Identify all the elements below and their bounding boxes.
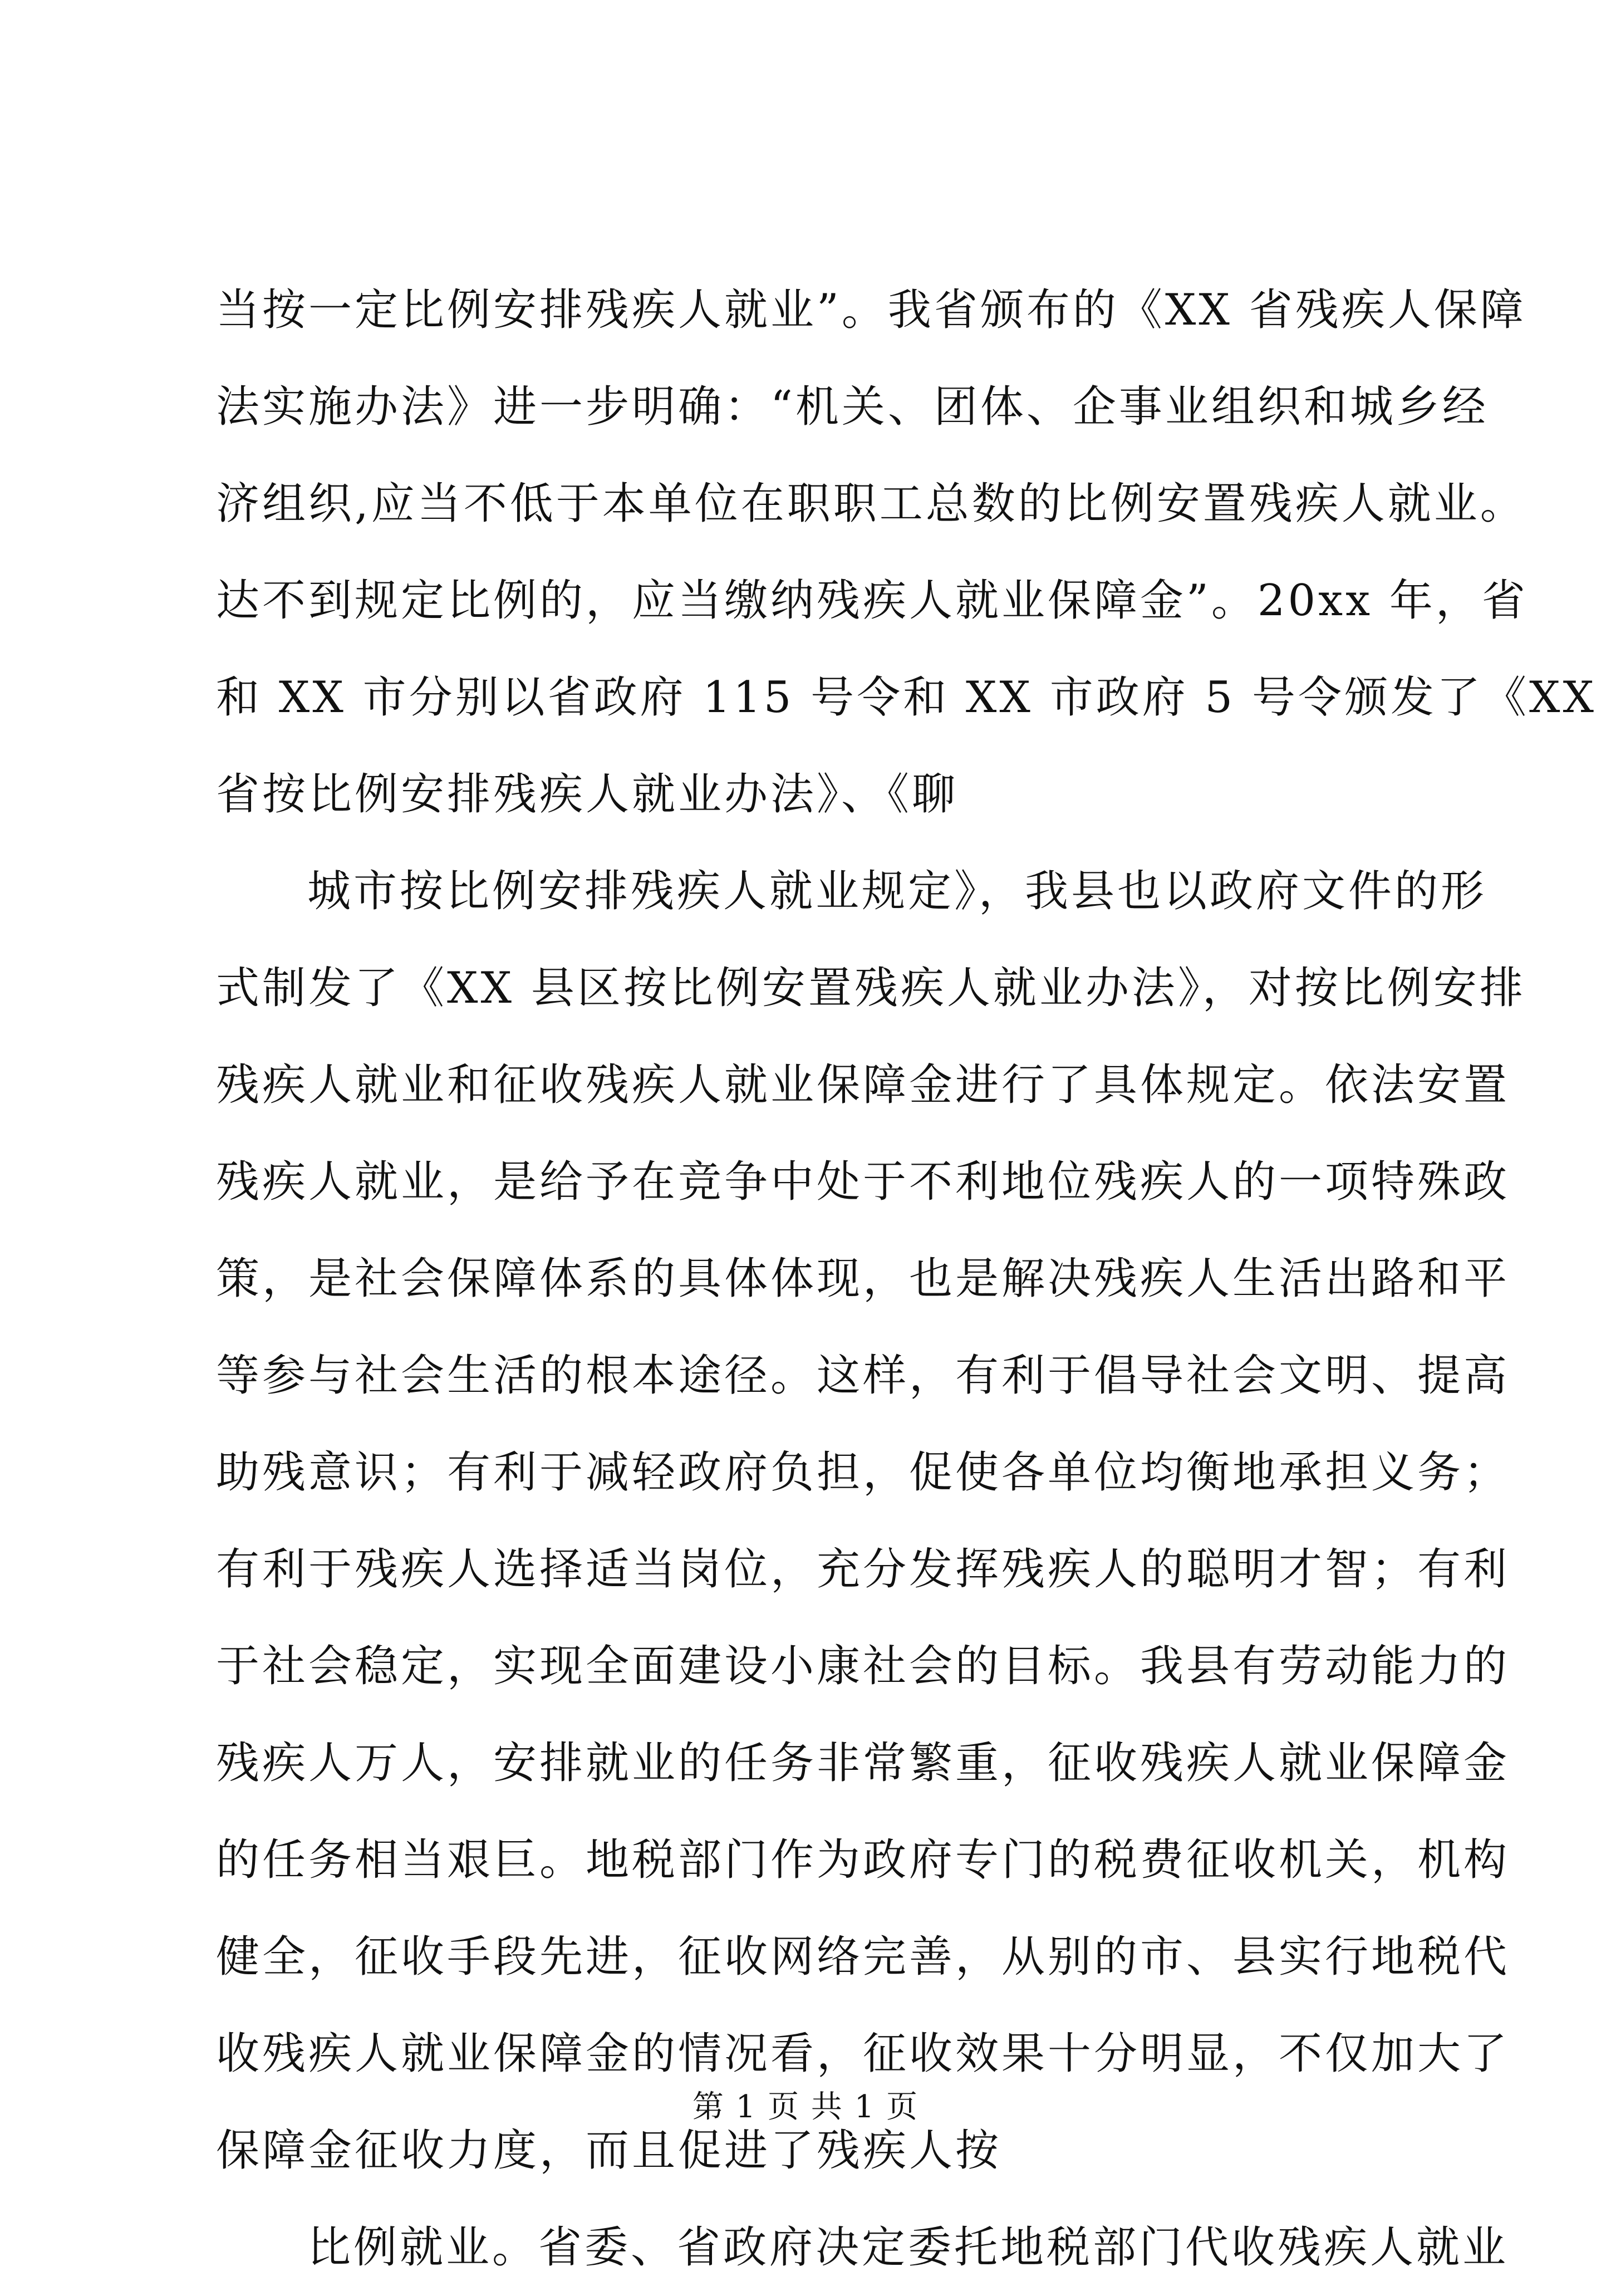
paragraph-2 bbox=[216, 843, 1526, 2199]
text-line: 法实施办法》进一步明确：“机关、团体、企事业组织和城乡经 bbox=[216, 382, 1489, 432]
text-line: 式制发了《XX 县区按比例安置残疾人就业办法》，对按比例安排 bbox=[216, 963, 1526, 1013]
text-line: 残疾人就业和征收残疾人就业保障金进行了具体规定。依法安置 bbox=[216, 1060, 1510, 1110]
text-line: 残疾人就业，是给予在竞争中处于不利地位残疾人的一项特殊政 bbox=[216, 1157, 1510, 1207]
text-line: 等参与社会生活的根本途径。这样，有利于倡导社会文明、提高 bbox=[216, 1351, 1510, 1401]
document-body bbox=[216, 262, 1597, 2296]
text-line: 城市按比例安排残疾人就业规定》，我县也以政府文件的形 bbox=[307, 866, 1487, 916]
text-line: 比例就业。省委、省政府决定委托地税部门代收残疾人就业 bbox=[307, 2223, 1509, 2273]
page-footer: 第 1 页 共 1 页 bbox=[692, 2089, 919, 2125]
paragraph-3 bbox=[216, 2199, 1509, 2296]
text-line: 省按比例安排残疾人就业办法》、《聊 bbox=[216, 769, 959, 820]
text-line: 于社会稳定，实现全面建设小康社会的目标。我县有劳动能力的 bbox=[216, 1641, 1510, 1691]
text-line: 达不到规定比例的，应当缴纳残疾人就业保障金”。20xx 年，省 bbox=[216, 576, 1528, 626]
text-line: 助残意识；有利于减轻政府负担，促使各单位均衡地承担义务； bbox=[216, 1448, 1510, 1498]
text-line: 的任务相当艰巨。地税部门作为政府专门的税费征收机关，机构 bbox=[216, 1835, 1510, 1885]
text-line: 残疾人万人，安排就业的任务非常繁重，征收残疾人就业保障金 bbox=[216, 1738, 1510, 1788]
text-line: 当按一定比例安排残疾人就业”。我省颁布的《XX 省残疾人保障 bbox=[216, 285, 1526, 335]
text-line: 保障金征收力度，而且促进了残疾人按 bbox=[216, 2126, 1002, 2176]
text-line: 策，是社会保障体系的具体体现，也是解决残疾人生活出路和平 bbox=[216, 1254, 1510, 1304]
text-line: 有利于残疾人选择适当岗位，充分发挥残疾人的聪明才智；有利 bbox=[216, 1544, 1510, 1595]
text-line: 和 XX 市分别以省政府 115 号令和 XX 市政府 5 号令颁发了《XX bbox=[216, 673, 1597, 723]
text-line: 健全，征收手段先进，征收网络完善，从别的市、县实行地税代 bbox=[216, 1932, 1510, 1982]
text-line: 收残疾人就业保障金的情况看，征收效果十分明显，不仅加大了 bbox=[216, 2029, 1510, 2079]
paragraph-1 bbox=[216, 262, 1597, 843]
text-line: 济组织,应当不低于本单位在职职工总数的比例安置残疾人就业。 bbox=[216, 479, 1526, 529]
